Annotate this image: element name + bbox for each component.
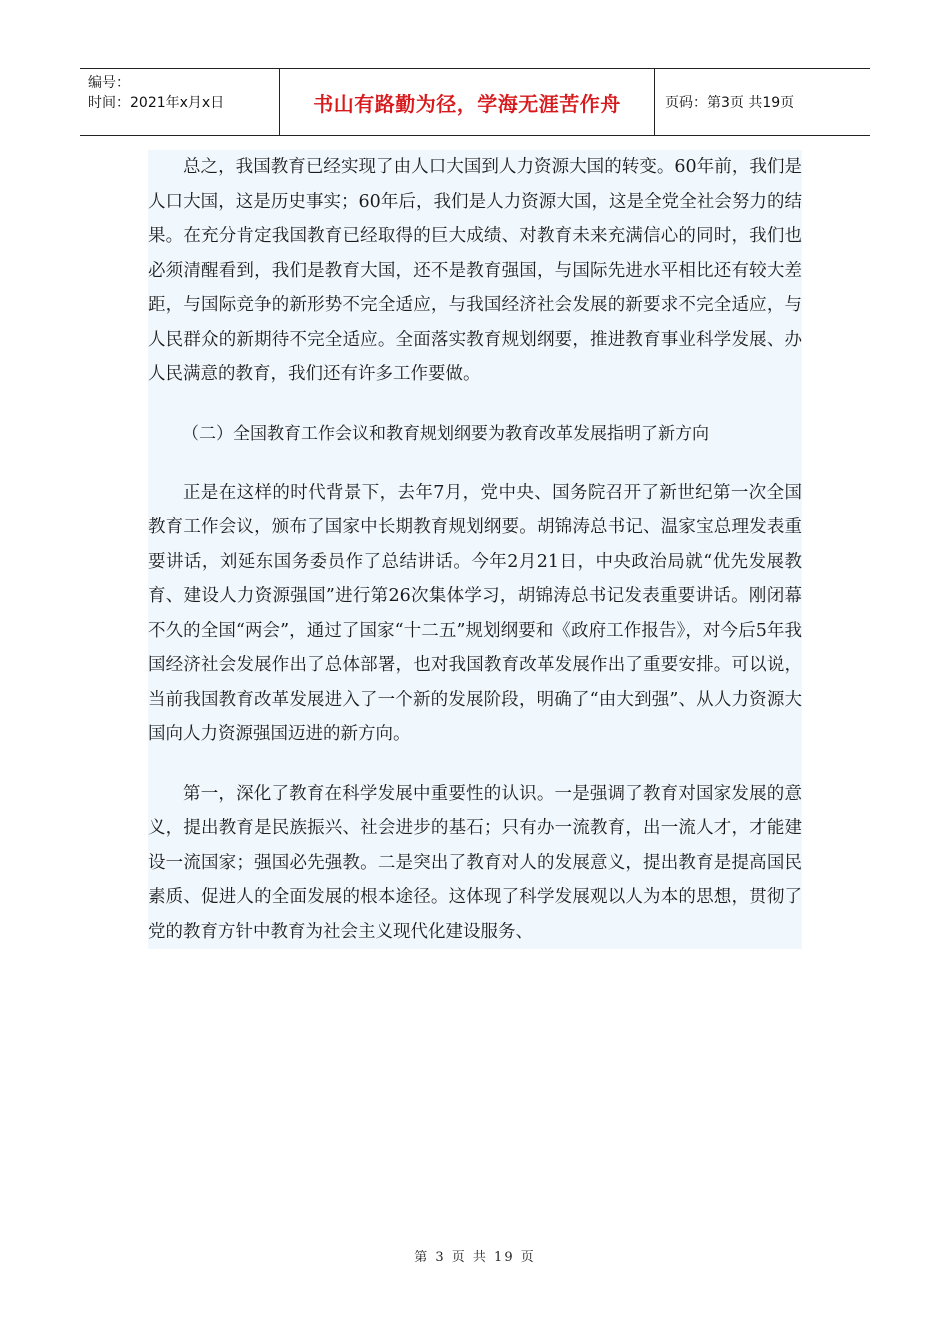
header-page-number: 页码：第3页 共19页	[665, 95, 795, 111]
document-number: 编号：	[88, 75, 130, 91]
paragraph-background: 正是在这样的时代背景下，去年7月，党中央、国务院召开了新世纪第一次全国教育工作会议，颁布了国家中长期教育规划纲要。胡锦涛总书记、温家宝总理发表重要讲话，刘延东国务委员作了总结讲话。今年2月21日，中央政治局就“优先发展教育、建设人力资源强国”进行第26次集体学习，胡锦涛总书记发表重要讲话。刚闭幕不久的全国“两会”，通过了国家“十二五”规划纲要和《政府工作报告》，对今后5年我国经济社会发展作出了总体部署，也对我国教育改革发展作出了重要安排。可以说，当前我国教育改革发展进入了一个新的发展阶段，明确了“由大到强”、从人力资源大国向人力资源强国迈进的新方向。	[148, 482, 802, 744]
paragraph-first-point: 第一，深化了教育在科学发展中重要性的认识。一是强调了教育对国家发展的意义，提出教育是民族振兴、社会进步的基石；只有办一流教育，出一流人才，才能建设一流国家；强国必先强教。二是突出了教育对人的发展意义，提出教育是提高国民素质、促进人的全面发展的根本途径。这体现了科学发展观以人为本的思想，贯彻了党的教育方针中教育为社会主义现代化建设服务、	[148, 783, 802, 942]
header-motto: 书山有路勤为径，学海无涯苦作舟	[280, 69, 655, 135]
page-header	[80, 68, 870, 136]
page-footer: 第 3 页 共 19 页	[414, 1250, 536, 1265]
section-heading: （二）全国教育工作会议和教育规划纲要为教育改革发展指明了新方向	[182, 423, 709, 444]
document-time: 时间：2021年x月x日	[88, 95, 225, 111]
header-meta	[80, 69, 280, 135]
paragraph-summary: 总之，我国教育已经实现了由人口大国到人力资源大国的转变。60年前，我们是人口大国，这是历史事实；60年后，我们是人力资源大国，这是全党全社会努力的结果。在充分肯定我国教育已经取得的巨大成绩、对教育未来充满信心的同时，我们也必须清醒看到，我们是教育大国，还不是教育强国，与国际先进水平相比还有较大差距，与国际竞争的新形势不完全适应，与我国经济社会发展的新要求不完全适应，与人民群众的新期待不完全适应。全面落实教育规划纲要，推进教育事业科学发展、办人民满意的教育，我们还有许多工作要做。	[148, 157, 802, 384]
document-body	[148, 150, 802, 949]
